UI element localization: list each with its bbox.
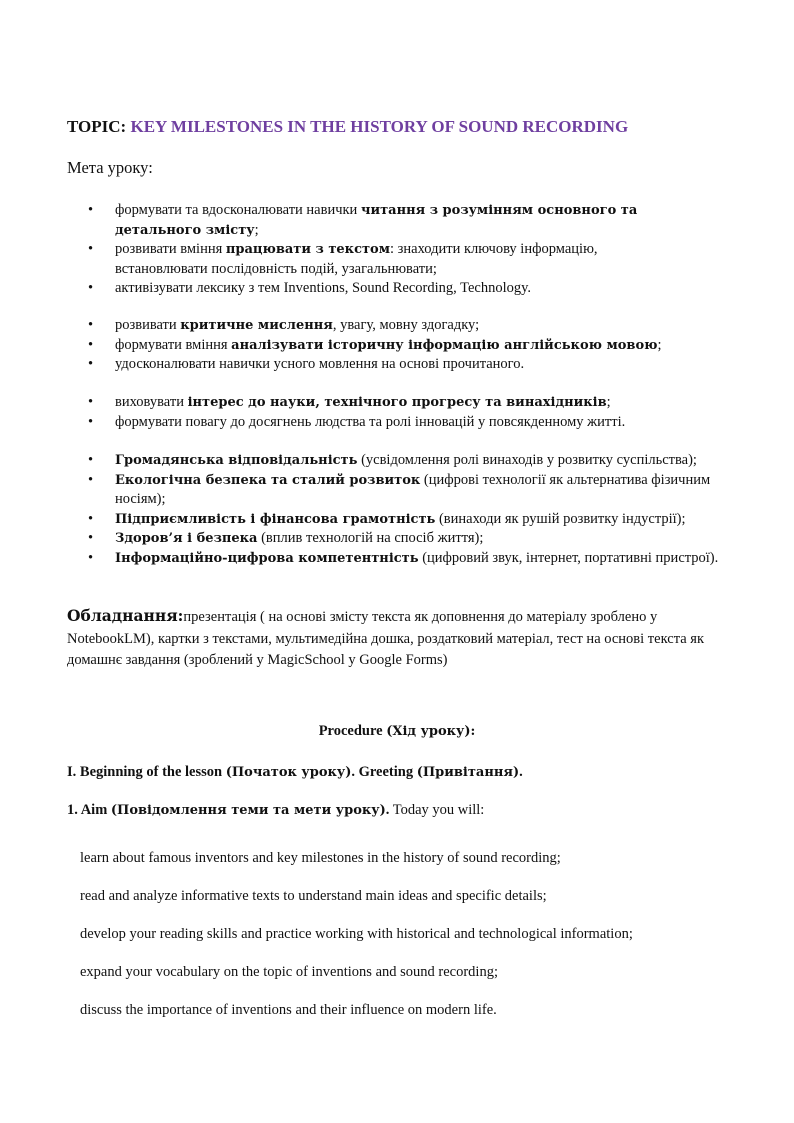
list-item: • формувати повагу до досягнень людства та ролі інновацій у повсякденному житті. [88, 413, 708, 433]
list-item: • активізувати лексику з тем Inventions, Sound Recording, Technology. [88, 279, 678, 299]
list-item: • розвивати вміння працювати з текстом: знаходити ключову інформацію, встановлювати послідовність подій, узагальнювати; [88, 240, 678, 279]
topic-title: KEY MILESTONES IN THE HISTORY OF SOUND RECORDING [130, 117, 629, 136]
topic-heading [67, 117, 628, 137]
aim-item: expand your vocabulary on the topic of inventions and sound recording; [80, 964, 498, 980]
goals-list-2 [88, 316, 708, 375]
aim-item: read and analyze informative texts to understand main ideas and specific details; [80, 888, 547, 904]
list-item: • формувати вміння аналізувати історичну інформацію англійською мовою; [88, 336, 708, 356]
list-item: • Інформаційно-цифрова компетентність (цифровий звук, інтернет, портативні пристрої). [88, 549, 728, 569]
aim-item: learn about famous inventors and key milestones in the history of sound recording; [80, 850, 561, 866]
equipment-text: презентація ( на основі змісту текста як доповнення до матеріалу зроблено у NotebookLM), картки з текстами, мультимедійна дошка, роздатковий матеріал, тест на основі текста як домашнє завдання (зроблений у MagicSchool у Google Forms) [67, 609, 704, 668]
list-item: • Громадянська відповідальність (усвідомлення ролі винаходів у розвитку суспільства); [88, 451, 728, 471]
competencies-list [88, 451, 728, 568]
goal-heading: Мета уроку: [67, 158, 153, 177]
equipment-paragraph [67, 605, 727, 672]
list-item: • виховувати інтерес до науки, технічного прогресу та винахідників; [88, 393, 708, 413]
procedure-heading: Procedure (Хід уроку): [318, 723, 476, 739]
topic-separator: : [120, 117, 131, 136]
list-item: • Екологічна безпека та сталий розвиток (цифрові технології як альтернатива фізичним носіям); [88, 471, 728, 510]
topic-label: TOPIC [67, 117, 121, 136]
list-item: • формувати та вдосконалювати навички читання з розумінням основного та детального змісту; [88, 201, 678, 240]
aim-heading: 1. Aim (Повідомлення теми та мети уроку). Today you will: [67, 802, 485, 818]
list-item: • Підприємливість і фінансова грамотність (винаходи як рушій розвитку індустрії); [88, 510, 728, 530]
goals-list-1 [88, 201, 678, 299]
list-item: • розвивати критичне мислення, увагу, мовну здогадку; [88, 316, 708, 336]
list-item: • Здоров’я і безпека (вплив технологій на спосіб життя); [88, 529, 728, 549]
equipment-heading: Обладнання: [67, 606, 184, 625]
goals-list-3 [88, 393, 708, 432]
aim-item: develop your reading skills and practice working with historical and technological information; [80, 926, 633, 942]
aim-item: discuss the importance of inventions and their influence on modern life. [80, 1002, 497, 1018]
list-item: • удосконалювати навички усного мовлення на основі прочитаного. [88, 355, 708, 375]
section-beginning: I. Beginning of the lesson (Початок уроку). Greeting (Привітання). [67, 764, 523, 780]
